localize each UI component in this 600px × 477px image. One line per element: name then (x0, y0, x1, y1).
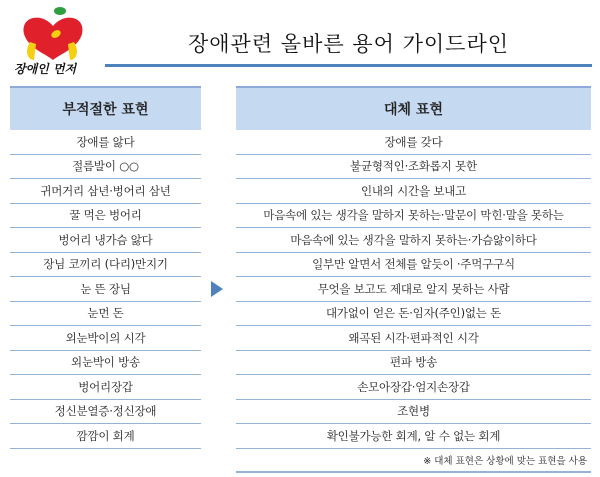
alternative-term: 불균형적인·조화롭지 못한 (236, 155, 591, 180)
alternative-column (236, 86, 591, 473)
heart-logo-icon (12, 4, 94, 64)
alternative-term: 조현병 (236, 400, 591, 425)
alternative-term: 마음속에 있는 생각을 말하지 못하는·가슴앓이하다 (236, 228, 591, 253)
page-title: 장애관련 올바른 용어 가이드라인 (187, 32, 510, 56)
inappropriate-term: 귀머거리 삼년·벙어리 삼년 (10, 179, 201, 204)
inappropriate-term: 장애를 앓다 (10, 130, 201, 155)
alternative-term: 확인불가능한 회계, 알 수 없는 회계 (236, 424, 591, 449)
inappropriate-term: 벙어리 냉가슴 앓다 (10, 228, 201, 253)
inappropriate-term: 정신분열증·정신장애 (10, 400, 201, 425)
inappropriate-term: 눈먼 돈 (10, 302, 201, 327)
alternative-term: 마음속에 있는 생각을 말하지 못하는·말문이 막힌·말을 못하는 (236, 204, 591, 229)
alternative-term: 일부만 알면서 전체를 알듯이 ·주먹구구식 (236, 253, 591, 278)
alternative-term: 대가없이 얻은 돈·임자(주인)없는 돈 (236, 302, 591, 327)
inappropriate-term: 눈 뜬 장님 (10, 277, 201, 302)
inappropriate-term: 절름발이 ○○ (10, 155, 201, 180)
inappropriate-column (10, 86, 201, 449)
footnote: ※ 대체 표현은 상황에 맞는 표현을 사용 (236, 449, 591, 473)
alternative-term: 손모아장갑·엄지손장갑 (236, 375, 591, 400)
logo-text: 장애인 먼저 (14, 62, 77, 76)
title-divider (105, 64, 592, 67)
alternative-term: 왜곡된 시각·편파적인 시각 (236, 326, 591, 351)
alternative-term: 편파 방송 (236, 351, 591, 376)
alternative-term: 장애를 갖다 (236, 130, 591, 155)
alternative-term: 인내의 시간을 보내고 (236, 179, 591, 204)
inappropriate-term: 꿀 먹은 벙어리 (10, 204, 201, 229)
inappropriate-term: 깜깜이 회계 (10, 424, 201, 449)
inappropriate-term: 장님 코끼리 (다리)만지기 (10, 253, 201, 278)
inappropriate-term: 외눈박이 방송 (10, 351, 201, 376)
arrow-right-icon (211, 281, 223, 297)
alternative-term: 무엇을 보고도 제대로 알지 못하는 사람 (236, 277, 591, 302)
inappropriate-term: 벙어리장갑 (10, 375, 201, 400)
inappropriate-term: 외눈박이의 시각 (10, 326, 201, 351)
right-header: 대체 표현 (236, 86, 591, 130)
left-header: 부적절한 표현 (10, 86, 201, 130)
